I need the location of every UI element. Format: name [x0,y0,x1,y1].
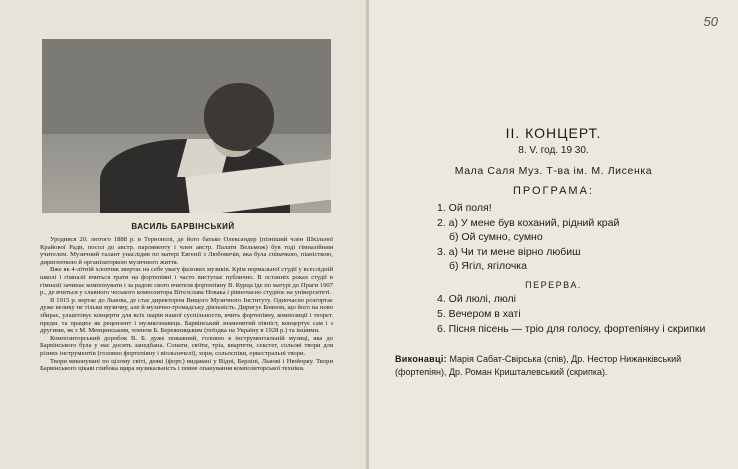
performers [395,353,725,379]
concert-title: II. КОНЦЕРТ. [505,125,602,141]
portrait-photo [42,39,331,213]
performers-label: Виконавці: [395,354,447,364]
program-item: б) Ой сумно, сумно [449,231,543,243]
concert-venue: Мала Саля Муз. Т-ва ім. М. Лисенка [454,165,653,177]
intermission-label: ПЕРЕРВА. [525,280,582,290]
program-item: 6. Пісня пісень — тріо для голосу, фортепіяну і скрипки [437,323,706,335]
program-item: 4. Ой люлі, люлі [437,293,516,305]
concert-date: 8. V. год. 19 30. [518,145,589,156]
page-number: 50 [703,14,718,29]
right-page [369,0,738,469]
bio-paragraph: Вже як 4-літній хлопчик звертає на себе увагу фахових музиків. Крім нормальної студії у всеслідній школі і гімназії вчиться грати на фортепіяні і часто виступає публично. В останніх роках студії в гімназії зачинає компонувати і за радою свого вчителя фортепіяну В. Курца їде по матурі до Праги 1907 р., де вчиться у славного чеського композитора Вітезслава Новака і рівночасно студіює на університеті. [40,266,333,297]
performers-list: Марія Сабат-Свірська (спів), Др. Нестор Нижанківський (фортепіян), Др. Роман Кришталевський (скрипка). [395,354,682,377]
bio-text [40,236,333,373]
program-item: 3. а) Чи ти мене вірно любиш [437,246,581,258]
bio-paragraph: Твори виконувані по цілому світі, деякі (форт.) видавані у Відні, Берліні, Львові і Нюйорку. Твори Барвінського цікаві глибока щира музикальність і повне опанування композиторської техніки. [40,357,333,373]
program-item: 5. Вечером в хаті [437,308,521,320]
program-heading: ПРОГРАМА: [512,185,594,197]
bio-paragraph: Уродився 20. лютого 1888 р. в Тернополі, де його батько Олександер (пізніший член Шкільної Крайової Ради, посол до австр. парляменту і член австр. Палати Вельмож) був тоді гімназійним учителем. Музичний талант унаслідив по матері Евгенії з Любовичів, яка була співачкою, піаністкою, диригенткою й організаторкою музичного життя. [40,236,333,266]
bio-paragraph: Композиторський доробок В. Б. дуже поважний, головно в інструментальній музиці, яка до Барвінського була у нас досить занедбана. Сонати, сюїти, тріа, квартети, секстет, сольові твори для різних інструментів (головно фортепіяну і віольончелі), хори, сольоспіви, оркестральні твори. [40,334,333,357]
program-item: 2. а) У мене був коханий, рідний край [437,217,620,229]
portrait-caption: ВАСИЛЬ БАРВІНСЬКИЙ [131,222,235,231]
program-item: 1. Ой поля! [437,202,492,214]
left-page [0,0,366,469]
program-item: б) Ягіл, ягілочка [449,260,527,272]
bio-paragraph: В 1915 р. вертає до Львова, де стає директором Вищого Музичного Інституту. Одночасно розгортає дуже велику не тільки музичну, але й музично-громадську діяльність. Диригує Бояном, що його на ново збирає, улаштовує концерти для всіх шарів нашої суспільности, вчить фортепіяну, композиції і теорет. предм. та працює як рецензент і музикознавець. Барвінський знаменитий піяніст, концертує сам і з другими, як з М. Менцинським, членом Б. Бережницьким (поїздка на Україну в 1928 р.) та іншими. [40,296,334,335]
